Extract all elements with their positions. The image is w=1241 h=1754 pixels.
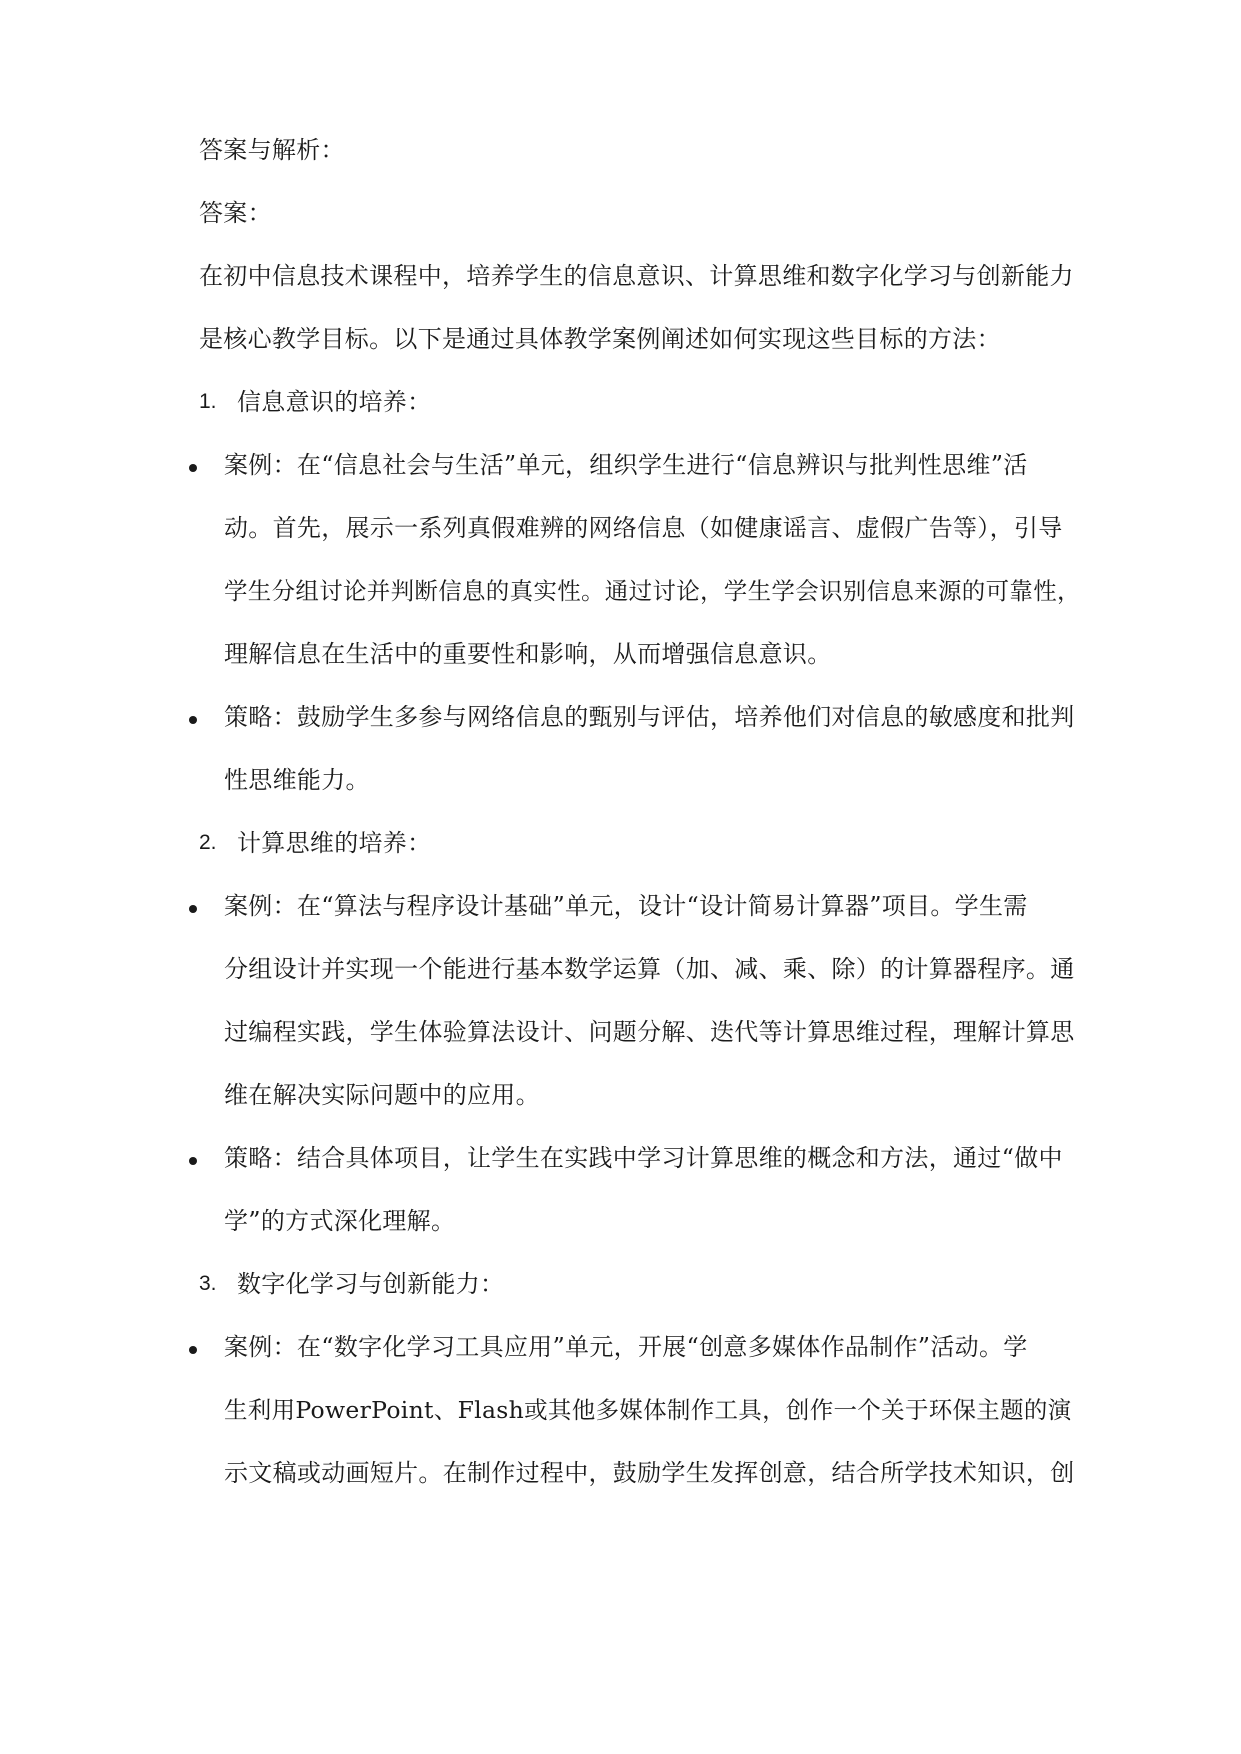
section-title: 计算思维的培养：	[237, 829, 432, 857]
strategy-line: 性思维能力。	[224, 766, 370, 794]
case-line: 示文稿或动画短片。在制作过程中，鼓励学生发挥创意，结合所学技术知识，创	[224, 1459, 1075, 1487]
strategy-line: 策略：鼓励学生多参与网络信息的甄别与评估，培养他们对信息的敏感度和批判	[224, 703, 1075, 731]
case-line: 动。首先，展示一系列真假难辨的网络信息（如健康谣言、虚假广告等），引导	[224, 514, 1063, 542]
case-line: 过编程实践，学生体验算法设计、问题分解、迭代等计算思维过程，理解计算思	[224, 1018, 1075, 1046]
answer-label: 答案：	[199, 199, 272, 227]
bullet-icon	[189, 716, 197, 724]
intro-line: 在初中信息技术课程中，培养学生的信息意识、计算思维和数字化学习与创新能力	[199, 262, 1074, 290]
case-line: 案例：在“信息社会与生活”单元，组织学生进行“信息辨识与批判性思维”活	[224, 451, 1028, 479]
case-line: 案例：在“数字化学习工具应用”单元，开展“创意多媒体作品制作”活动。学	[224, 1333, 1028, 1361]
section-number: 3.	[199, 1272, 217, 1295]
bullet-icon	[189, 1157, 197, 1165]
case-line: 生利用PowerPoint、Flash或其他多媒体制作工具，创作一个关于环保主题的演	[224, 1396, 1072, 1424]
bullet-icon	[189, 464, 197, 472]
section-title: 数字化学习与创新能力：	[237, 1270, 505, 1298]
bullet-icon	[189, 1346, 197, 1354]
case-line: 维在解决实际问题中的应用。	[224, 1081, 540, 1109]
case-line: 案例：在“算法与程序设计基础”单元，设计“设计简易计算器”项目。学生需	[224, 892, 1028, 920]
case-line: 分组设计并实现一个能进行基本数学运算（加、减、乘、除）的计算器程序。通	[224, 955, 1075, 983]
strategy-line: 学”的方式深化理解。	[224, 1207, 456, 1235]
section-number: 2.	[199, 831, 217, 854]
section-number: 1.	[199, 390, 217, 413]
strategy-line: 策略：结合具体项目，让学生在实践中学习计算思维的概念和方法，通过“做中	[224, 1144, 1063, 1172]
intro-line: 是核心教学目标。以下是通过具体教学案例阐述如何实现这些目标的方法：	[199, 325, 1001, 353]
section-title: 信息意识的培养：	[237, 388, 432, 416]
bullet-icon	[189, 905, 197, 913]
case-line: 学生分组讨论并判断信息的真实性。通过讨论，学生学会识别信息来源的可靠性，	[224, 577, 1081, 605]
heading: 答案与解析：	[199, 136, 345, 164]
case-line: 理解信息在生活中的重要性和影响，从而增强信息意识。	[224, 640, 832, 668]
